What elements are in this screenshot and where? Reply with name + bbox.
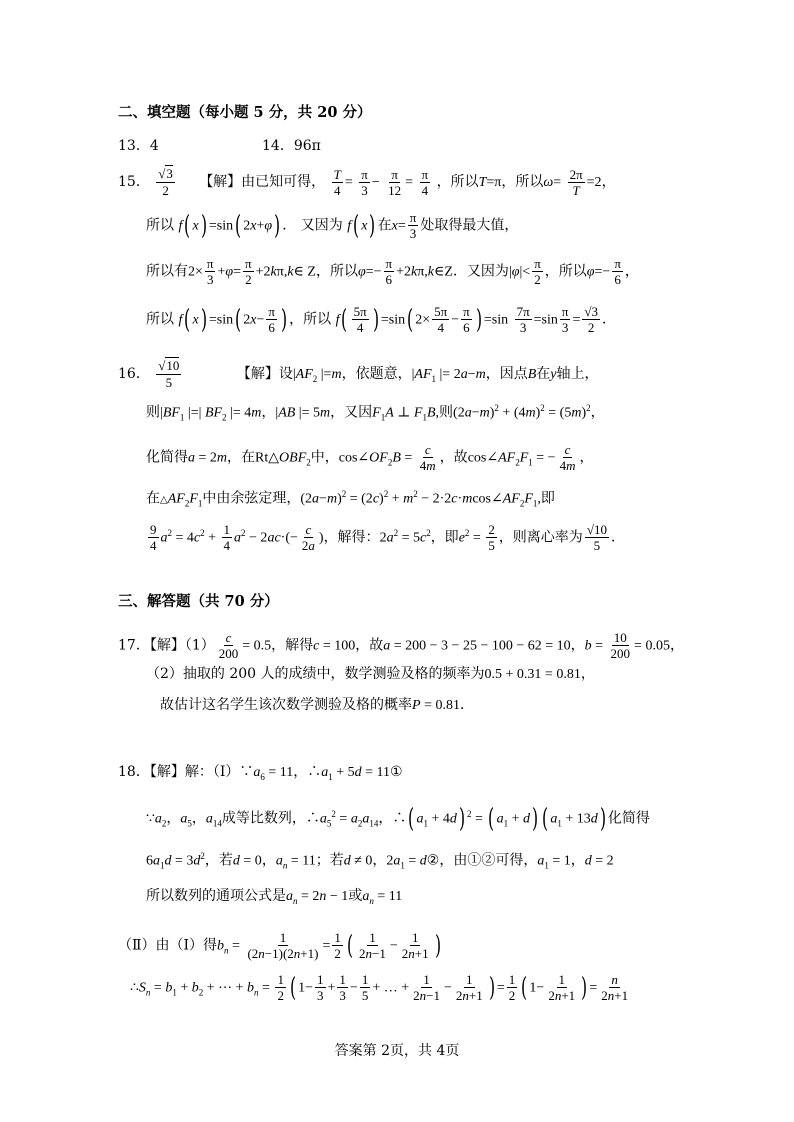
q15-line-3: 所以有2× $\frac{\pi}{3}$ +φ= $\frac{\pi}{2}$ +2kπ,k∈ Z，所以φ=− $\frac{\pi}{6}$ +2kπ,k∈Z．又因为|φ|< $\frac{\pi}{2}$ ，所以φ=− $\frac{\pi}{6}$ ，	[146, 256, 639, 287]
q17-line-3: 故估计这名学生该次数学测验及格的概率P = 0.81．	[160, 697, 474, 713]
q18-line-1: 18．【解】解：$(Ⅰ)\because a_6 = 11$，$\therefore a_1 + 5d$ = 11①	[118, 764, 403, 782]
q18-line-5: （Ⅱ）由（Ⅰ）得$b_n$ = $\frac{1}{(2n-1)(2n+1)}$ = $\frac{1}{2}$ ( $\frac{1}{2n-1}$ − $\frac{1}{2n+1}$ )	[118, 930, 441, 961]
q15-line-1: 15． $\frac{√3}{2}$ 【解】由已知可得， $\frac{T}{4}$ = $\frac{\pi}{3}$ − $\frac{\pi}{12}$ = $\frac{\pi}{4}$ ，所以T=π，所以ω= $\frac{2\pi}{T}$ =2，	[118, 166, 616, 198]
q16-line-5: $\frac{9}{4}$ $a^2 = 4c^2$ + $\frac{1}{4}$ $a^2 - 2ac\cdot(-$ $\frac{c}{2a}$ )，解得：$2a^2 = 5c^2$，即$e^2$ = $\frac{2}{5}$ ，则离心率为 $\frac{√10}{5}$ ．	[150, 522, 625, 553]
q16-answer: $\frac{√10}{5}$	[158, 358, 180, 390]
section-3-title: 三、解答题（共 70 分）	[118, 593, 279, 610]
q18-line-3: $6a_1d = 3d^2$，若d = 0，$a_n = 11$；若d ≠ 0，$2a_1$ = d②，由①②可得，$a_1 = 1$，d = 2	[146, 851, 614, 871]
q16-number: 16．	[118, 366, 150, 382]
q16-line-4: 在$\triangle AF_2F_1$中由余弦定理，$(2a-m)^2 = (2c)^2 + m^2$ − $2\cdot 2c\cdot mcos\angle AF_2F_1$,即	[146, 489, 555, 509]
answer-13	[118, 136, 159, 156]
answer-14-text: 14．96π	[262, 138, 321, 154]
q16-line-1: 16． $\frac{√10}{5}$ 【解】设$|AF_2$ |=m，依题意，$|AF_1$ |= 2a−m，因点B在y轴上，	[118, 358, 599, 390]
page-footer: 答案第 2页，共 4页	[334, 1043, 460, 1059]
q17-line-2: （2）抽取的 200 人的成绩中，数学测验及格的频率为0.5 + 0.31 = 0.81，	[146, 666, 595, 682]
q15-answer: $\frac{√3}{2}$	[158, 166, 173, 198]
q18-line-4: 所以数列的通项公式是$a_n = 2n - 1$或$a_n = 11$	[146, 888, 403, 906]
q18-line-2: $\because a_2$，$a_5$，$a_{14}$成等比数列，$\therefore a_5^2 = a_2a_{14}$，∴( $a_1 + 4d$) $^2$ = ( $a_1 + d$) ( $a_1 + 13d$) 化简得	[146, 803, 650, 834]
q16-line-2: 则$|BF_1$ |=| $BF_2$ |= 4m，|AB |= 5m，又因$F_1A$ ⊥ $F_1B$,则$(2a-m)^2 + (4m)^2 = (5m)^2$，	[146, 403, 605, 423]
q16-line-3: 化简得a = 2m，在$Rt\triangle OBF_2$中，$\cos\angle OF_2B$ = $\frac{c}{4m}$ ，故$\cos\angle AF_2F_1$ = − $\frac{c}{4m}$ ，	[146, 442, 594, 473]
q15-number: 15．	[118, 174, 150, 190]
q15-solve-label: 【解】由已知可得，	[199, 174, 326, 190]
answer-13-text: 13．4	[118, 138, 159, 154]
q15-line-2: 所以 f( x) =sin( 2x+φ) ． 又因为 f( x) 在x= $\frac{\pi}{3}$ 处取得最大值，	[146, 210, 519, 241]
section-2-title: 二、填空题（每小题 5 分，共 20 分）	[118, 104, 372, 121]
q15-line-4: 所以 f( x) =sin( 2x− $\frac{\pi}{6}$ ) ，所以 f( $\frac{5\pi}{4}$ ) =sin( 2× $\frac{5\pi}{4}$ − $\frac{\pi}{6}$ ) =sin $\frac{7\pi}{3}$ =sin $\frac{\pi}{3}$ = $\frac{√3}{2}$ ．	[146, 304, 616, 335]
q17-line-1: 17．【解】（1） $\frac{c}{200}$ = 0.5，解得c = 100，故a = 200 − 3 − 25 − 100 − 62 = 10，b = $\frac{10}{200}$ = 0.05，	[118, 630, 684, 661]
answer-14	[262, 136, 321, 156]
q18-line-6: $\therefore S_n = b_1 + b_2$ + ⋯ + $b_n$ = $\frac{1}{2}$ ( 1− $\frac{1}{3}$ + $\frac{1}{3}$ − $\frac{1}{5}$ + … + $\frac{1}{2n-1}$ − $\frac{1}{2n+1}$ ) = $\frac{1}{2}$ ( 1− $\frac{1}{2n+1}$ ) = $\frac{n}{2n+1}$	[130, 972, 629, 1003]
